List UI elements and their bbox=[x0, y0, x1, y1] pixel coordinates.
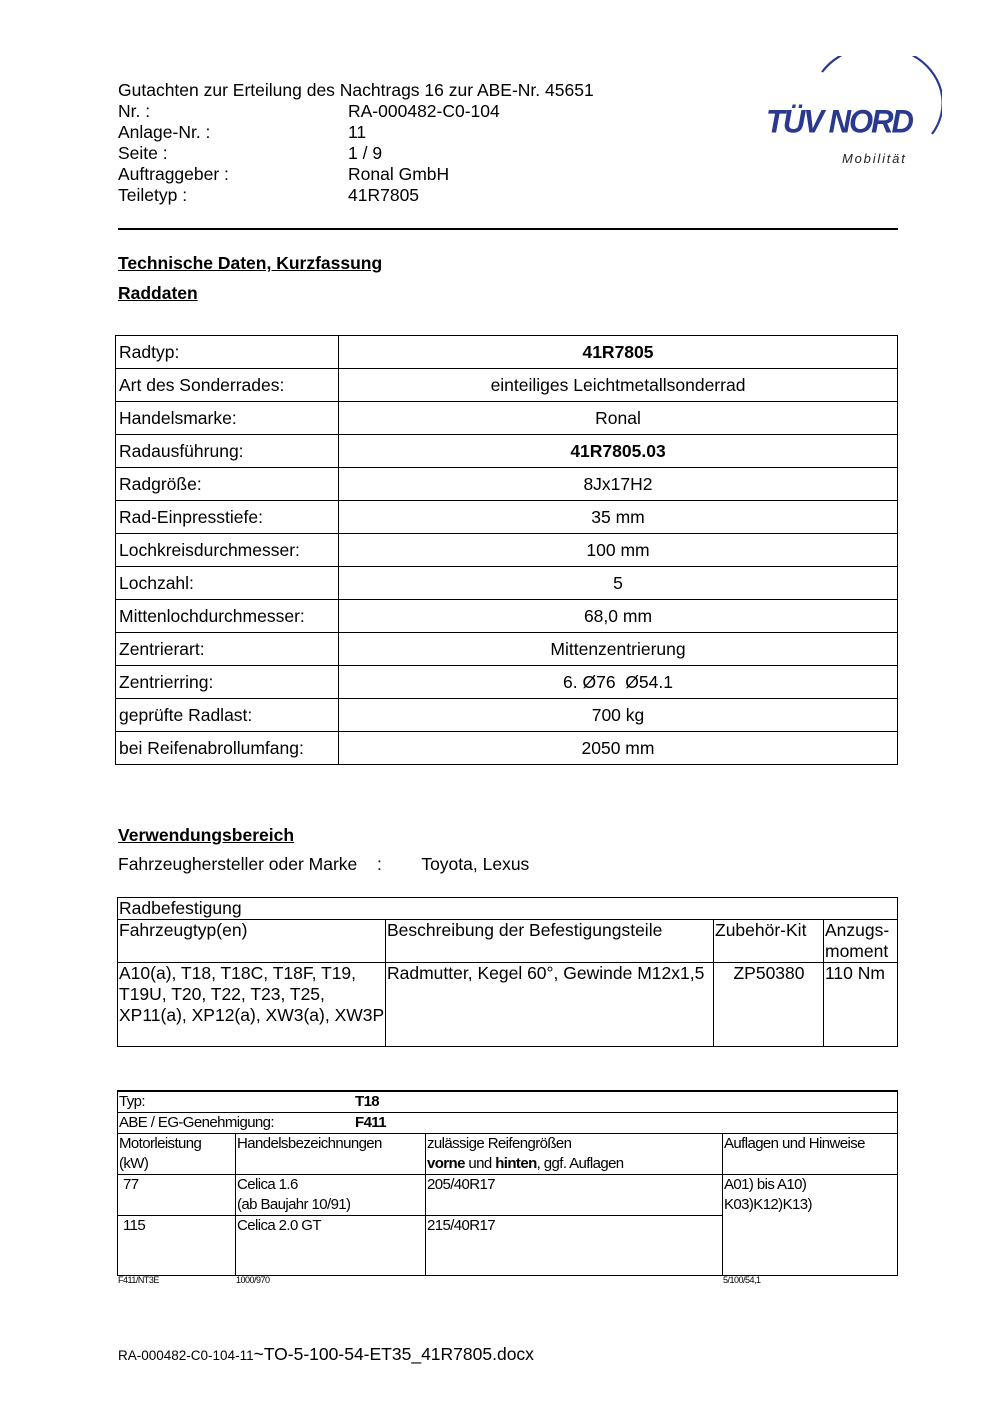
fastening-header-row bbox=[118, 920, 898, 963]
fastening-header-description: Beschreibung der Befestigungsteile bbox=[386, 920, 714, 963]
wheel-data-row bbox=[116, 402, 898, 435]
wheel-data-label: geprüfte Radlast: bbox=[116, 699, 339, 732]
type-value: T18 bbox=[355, 1093, 380, 1110]
header-field-label: Teiletyp : bbox=[118, 185, 188, 205]
wheel-data-label: bei Reifenabrollumfang: bbox=[116, 732, 339, 765]
header-trade-names: Handelsbezeichnungen bbox=[236, 1134, 426, 1175]
vehicle-type-table bbox=[117, 1090, 898, 1276]
header-field-value: Ronal GmbH bbox=[348, 164, 450, 184]
wheel-data-value: Mittenzentrierung bbox=[339, 633, 898, 666]
logo-brand: TÜV NORD bbox=[766, 103, 912, 140]
header-tires-rear: hinten bbox=[495, 1155, 537, 1172]
row-trade-name: Celica 2.0 GT bbox=[236, 1216, 426, 1276]
wheel-data-value: 100 mm bbox=[339, 534, 898, 567]
wheel-data-value: 68,0 mm bbox=[339, 600, 898, 633]
wheel-data-value: 5 bbox=[339, 567, 898, 600]
wheel-data-row bbox=[116, 633, 898, 666]
fastening-header-torque: Anzugs- moment bbox=[824, 920, 898, 963]
usage-label: Fahrzeughersteller oder Marke bbox=[118, 854, 358, 874]
wheel-data-label: Radausführung: bbox=[116, 435, 339, 468]
row-tires: 205/40R17 bbox=[426, 1175, 723, 1216]
document-footer bbox=[118, 1344, 534, 1365]
section-title-tech: Technische Daten, Kurzfassung bbox=[118, 253, 383, 273]
row-notes: A01) bis A10) K03)K12)K13) bbox=[723, 1175, 898, 1276]
document-title: Gutachten zur Erteilung des Nachtrags 16 zur ABE-Nr. 45651 bbox=[118, 80, 594, 100]
header-field-value: 1 / 9 bbox=[348, 143, 383, 163]
header-tires-front: vorne bbox=[427, 1155, 465, 1172]
wheel-data-row bbox=[116, 336, 898, 369]
approval-row bbox=[118, 1113, 898, 1134]
header-field bbox=[118, 185, 594, 206]
header-field bbox=[118, 122, 594, 143]
wheel-data-row bbox=[116, 369, 898, 402]
section-title-usage: Verwendungsbereich bbox=[118, 825, 295, 845]
header-field-value: 11 bbox=[348, 122, 367, 142]
wheel-data-row bbox=[116, 732, 898, 765]
usage-value: Toyota, Lexus bbox=[421, 854, 530, 874]
fastening-table bbox=[117, 897, 898, 1047]
header-divider bbox=[118, 228, 898, 230]
header-motor: Motorleistung (kW) bbox=[118, 1134, 236, 1175]
fastening-title: Radbefestigung bbox=[118, 898, 898, 920]
footnote-bolt: 5/100/54,1 bbox=[723, 1275, 761, 1285]
wheel-data-label: Zentrierart: bbox=[116, 633, 339, 666]
wheel-data-row bbox=[116, 435, 898, 468]
document-header bbox=[118, 80, 594, 206]
header-fields bbox=[118, 101, 594, 206]
wheel-data-row bbox=[116, 699, 898, 732]
footnote-weight: 1000/970 bbox=[236, 1275, 270, 1285]
header-notes: Auflagen und Hinweise bbox=[723, 1134, 898, 1175]
fastening-header-vehicle-types: Fahrzeugtyp(en) bbox=[118, 920, 386, 963]
wheel-data-row bbox=[116, 534, 898, 567]
row-kw: 77 bbox=[118, 1175, 236, 1216]
header-field-label: Nr. : bbox=[118, 101, 151, 121]
wheel-data-value: 41R7805 bbox=[339, 336, 898, 369]
wheel-data-value: 8Jx17H2 bbox=[339, 468, 898, 501]
wheel-data-value: 41R7805.03 bbox=[339, 435, 898, 468]
row-tires: 215/40R17 bbox=[426, 1216, 723, 1276]
section-title-raddaten: Raddaten bbox=[118, 283, 198, 303]
wheel-data-value: 6. Ø76 Ø54.1 bbox=[339, 666, 898, 699]
header-field bbox=[118, 164, 594, 185]
header-field-label: Seite : bbox=[118, 143, 168, 163]
wheel-data-label: Mittenlochdurchmesser: bbox=[116, 600, 339, 633]
wheel-data-value: 2050 mm bbox=[339, 732, 898, 765]
wheel-data-label: Zentrierring: bbox=[116, 666, 339, 699]
fastening-torque: 110 Nm bbox=[824, 963, 898, 1047]
header-tires-line2 bbox=[427, 1154, 722, 1174]
fastening-kit: ZP50380 bbox=[714, 963, 824, 1047]
wheel-data-label: Art des Sonderrades: bbox=[116, 369, 339, 402]
fastening-description: Radmutter, Kegel 60°, Gewinde M12x1,5 bbox=[386, 963, 714, 1047]
footnote-code: F411/NT3E bbox=[118, 1275, 159, 1285]
header-field-label: Auftraggeber : bbox=[118, 164, 229, 184]
usage-line bbox=[118, 854, 529, 875]
footer-filename: ~TO-5-100-54-ET35_41R7805.docx bbox=[253, 1344, 534, 1364]
type-header-row bbox=[118, 1134, 898, 1175]
usage-separator: : bbox=[377, 854, 382, 874]
header-field-value: RA-000482-C0-104 bbox=[348, 101, 500, 121]
row-kw: 115 bbox=[118, 1216, 236, 1276]
wheel-data-label: Radgröße: bbox=[116, 468, 339, 501]
row-trade-name: Celica 1.6 (ab Baujahr 10/91) bbox=[236, 1175, 426, 1216]
header-tires bbox=[426, 1134, 723, 1175]
wheel-data-value: 35 mm bbox=[339, 501, 898, 534]
wheel-data-label: Lochzahl: bbox=[116, 567, 339, 600]
wheel-data-row bbox=[116, 501, 898, 534]
header-tires-rest: , ggf. Auflagen bbox=[536, 1155, 624, 1172]
fastening-vehicle-types: A10(a), T18, T18C, T18F, T19, T19U, T20, T22, T23, T25, XP11(a), XP12(a), XW3(a), XW3P bbox=[118, 963, 386, 1047]
logo-subtitle: Mobilität bbox=[842, 151, 907, 166]
wheel-data-row bbox=[116, 600, 898, 633]
fastening-header-kit: Zubehör-Kit bbox=[714, 920, 824, 963]
header-field-value: 41R7805 bbox=[348, 185, 420, 205]
wheel-data-value: 700 kg bbox=[339, 699, 898, 732]
header-field bbox=[118, 101, 594, 122]
header-tires-and: und bbox=[464, 1155, 496, 1172]
wheel-data-table bbox=[115, 335, 898, 765]
wheel-data-row bbox=[116, 666, 898, 699]
header-tires-line1: zulässige Reifengrößen bbox=[427, 1135, 572, 1152]
header-field bbox=[118, 143, 594, 164]
type-data-row bbox=[118, 1175, 898, 1216]
tuv-nord-logo bbox=[762, 56, 942, 171]
wheel-data-value: einteiliges Leichtmetallsonderrad bbox=[339, 369, 898, 402]
approval-value: F411 bbox=[355, 1114, 386, 1131]
wheel-data-label: Handelsmarke: bbox=[116, 402, 339, 435]
fastening-data-row bbox=[118, 963, 898, 1047]
approval-label: ABE / EG-Genehmigung: bbox=[119, 1114, 274, 1131]
footer-reference: RA-000482-C0-104-11 bbox=[118, 1348, 254, 1363]
header-field-label: Anlage-Nr. : bbox=[118, 122, 211, 142]
type-row bbox=[118, 1091, 898, 1113]
wheel-data-label: Lochkreisdurchmesser: bbox=[116, 534, 339, 567]
wheel-data-label: Radtyp: bbox=[116, 336, 339, 369]
wheel-data-row bbox=[116, 468, 898, 501]
wheel-data-row bbox=[116, 567, 898, 600]
type-label: Typ: bbox=[119, 1093, 145, 1110]
wheel-data-value: Ronal bbox=[339, 402, 898, 435]
wheel-data-label: Rad-Einpresstiefe: bbox=[116, 501, 339, 534]
